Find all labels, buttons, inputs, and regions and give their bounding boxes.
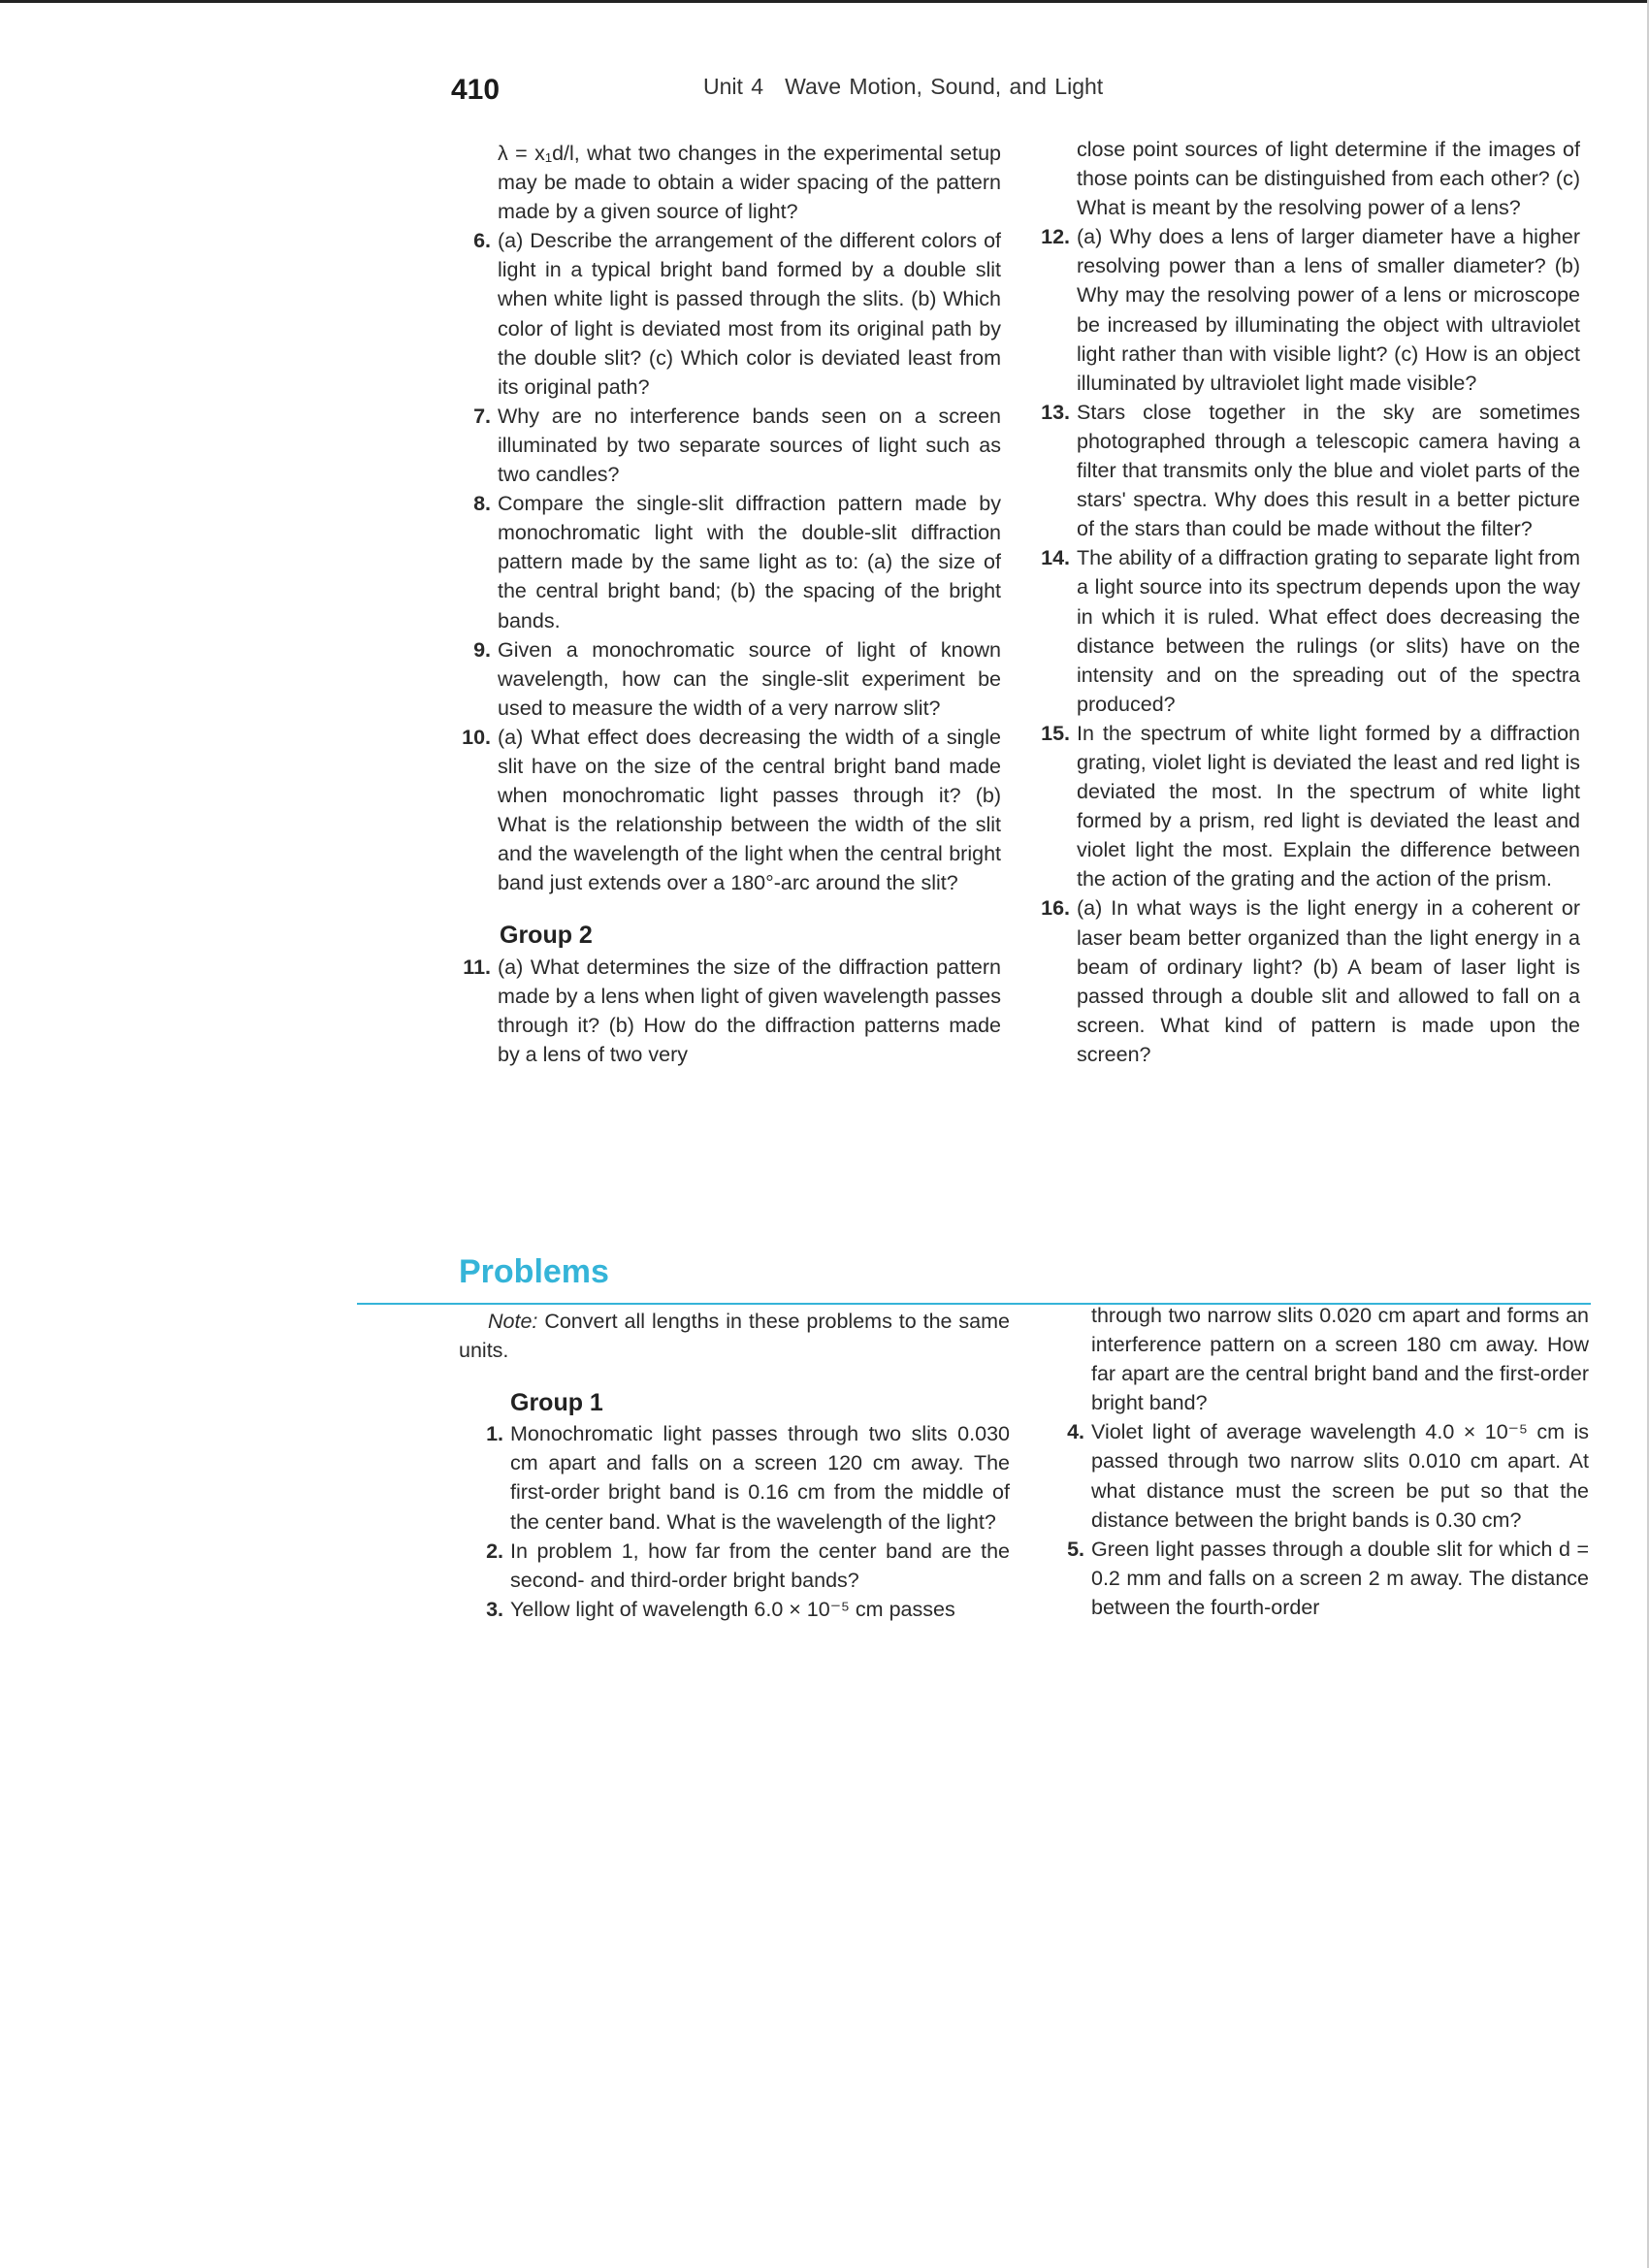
- question-text: Given a monochromatic source of light of known wavelength, how can the single-slit experiment be used to measure the width of a very narrow slit?: [498, 637, 1001, 720]
- problems-column-right: [1040, 1301, 1589, 1622]
- problem-number: 1.: [486, 1422, 503, 1446]
- problem-number: 4.: [1067, 1420, 1084, 1444]
- problem-3: [459, 1595, 1010, 1624]
- problem-text: Violet light of average wavelength 4.0 × 10⁻⁵ cm is passed through two narrow slits 0.010 cm apart. At what distance must the screen be put so that the distance between the bright bands is 0.30 cm?: [1091, 1420, 1589, 1532]
- question-11: [446, 953, 1001, 1069]
- page-number: 410: [451, 74, 501, 106]
- question-text: In the spectrum of white light formed by a diffraction grating, violet light is deviated the least and red light is deviated the most. In the spectrum of white light formed by a prism, red light is deviated the least and violet light the most. Explain the difference between the action of the grating and the action of the prism.: [1077, 721, 1580, 891]
- problem-number: 3.: [486, 1597, 503, 1621]
- question-14: [1025, 543, 1580, 719]
- question-text: (a) What determines the size of the diffraction pattern made by a lens when light of given wavelength passes through it? (b) How do the diffraction patterns made by a lens of two very: [498, 955, 1001, 1066]
- question-number: 13.: [1041, 400, 1070, 424]
- note-text: Convert all lengths in these problems to the same units.: [459, 1310, 1010, 1363]
- question-text: (a) What effect does decreasing the width of a single slit have on the size of the central bright band made when monochromatic light passes through it? (b) What is the relationship between the width of the slit and the wavelength of the light when the central bright band just extends over a 180°-arc around the slit?: [498, 725, 1001, 895]
- question-6: [446, 226, 1001, 402]
- question-8: [446, 489, 1001, 634]
- problem-2: [459, 1537, 1010, 1595]
- unit-label: Unit 4: [703, 74, 764, 99]
- problem-4: [1040, 1417, 1589, 1534]
- question-7: [446, 402, 1001, 489]
- question-text: Stars close together in the sky are sometimes photographed through a telescopic camera having a filter that transmits only the blue and violet parts of the stars' spectra. Why does this result in a better picture of the stars than could be made without the filter?: [1077, 400, 1580, 541]
- question-number: 8.: [473, 492, 491, 516]
- question-11-continuation: close point sources of light determine if the images of those points can be distinguished from each other? (c) What is meant by the resolving power of a lens?: [1077, 138, 1580, 220]
- question-10: [446, 723, 1001, 898]
- problem-3-continuation: through two narrow slits 0.020 cm apart and forms an interference pattern on a screen 180 cm away. How far apart are the central bright band and the first-order bright band?: [1091, 1304, 1589, 1415]
- question-15: [1025, 719, 1580, 894]
- question-number: 10.: [462, 725, 491, 749]
- note-label: Note:: [488, 1310, 538, 1333]
- question-12: [1025, 222, 1580, 398]
- question-text: (a) Why does a lens of larger diameter have a higher resolving power than a lens of smaller diameter? (b) Why may the resolving power of a lens or microscope be increased by illuminating the object with ultraviolet light rather than with visible light? (c) How is an object illuminated by ultraviolet light made visible?: [1077, 225, 1580, 395]
- questions-column-left: [446, 139, 1001, 1069]
- question-number: 16.: [1041, 896, 1070, 921]
- question-text: (a) Describe the arrangement of the different colors of light in a typical bright band formed by a double slit when white light is passed through the slits. (b) Which color of light is deviated most from its original path by the double slit? (c) Which color is deviated least from its original path?: [498, 229, 1001, 399]
- problem-number: 5.: [1067, 1537, 1084, 1561]
- problem-number: 2.: [486, 1539, 503, 1563]
- question-5-continuation: λ = x₁d/l, what two changes in the experimental setup may be made to obtain a wider spacing of the pattern made by a given source of light?: [498, 142, 1001, 224]
- unit-title: Wave Motion, Sound, and Light: [785, 74, 1104, 99]
- question-number: 11.: [463, 955, 491, 979]
- question-9: [446, 635, 1001, 723]
- questions-column-right: [1025, 135, 1580, 1069]
- scan-top-edge: [0, 0, 1649, 3]
- problem-1: [459, 1419, 1010, 1536]
- group-2-heading: Group 2: [500, 922, 593, 950]
- question-number: 12.: [1041, 225, 1070, 249]
- problem-text: Monochromatic light passes through two slits 0.030 cm apart and falls on a screen 120 cm away. The first-order bright band is 0.16 cm from the middle of the center band. What is the wavelength of the light?: [510, 1422, 1010, 1534]
- question-number: 7.: [473, 404, 491, 428]
- group-1-heading: Group 1: [510, 1389, 603, 1417]
- problem-text: Green light passes through a double slit for which d = 0.2 mm and falls on a screen 2 m away. The distance between the fourth-order: [1091, 1537, 1589, 1619]
- question-text: The ability of a diffraction grating to separate light from a light source into its spectrum depends upon the way in which it is ruled. What effect does decreasing the distance between the rulings (or slits) have on the intensity and on the spreading out of the spectra produced?: [1077, 546, 1580, 716]
- question-number: 6.: [473, 229, 491, 253]
- problems-note: [459, 1307, 1010, 1365]
- question-number: 14.: [1041, 546, 1070, 570]
- question-number: 9.: [473, 637, 491, 662]
- question-text: Compare the single-slit diffraction pattern made by monochromatic light with the double-slit diffraction pattern made by the same light as to: (a) the size of the central bright band; (b) the spacing of the bright bands.: [498, 492, 1001, 632]
- question-13: [1025, 398, 1580, 543]
- question-text: (a) In what ways is the light energy in a coherent or laser beam better organized than the light energy in a beam of ordinary light? (b) A beam of laser light is passed through a double slit and allowed to fall on a screen. What kind of pattern is made upon the screen?: [1077, 896, 1580, 1066]
- question-16: [1025, 893, 1580, 1069]
- problem-text: In problem 1, how far from the center band are the second- and third-order bright bands?: [510, 1539, 1010, 1592]
- problems-heading: Problems: [459, 1253, 609, 1290]
- problem-5: [1040, 1535, 1589, 1622]
- problems-column-left: [459, 1307, 1010, 1624]
- question-text: Why are no interference bands seen on a screen illuminated by two separate sources of light such as two candles?: [498, 404, 1001, 487]
- problem-text: Yellow light of wavelength 6.0 × 10⁻⁵ cm passes: [510, 1597, 955, 1621]
- running-head: [703, 74, 1103, 100]
- question-number: 15.: [1041, 721, 1070, 745]
